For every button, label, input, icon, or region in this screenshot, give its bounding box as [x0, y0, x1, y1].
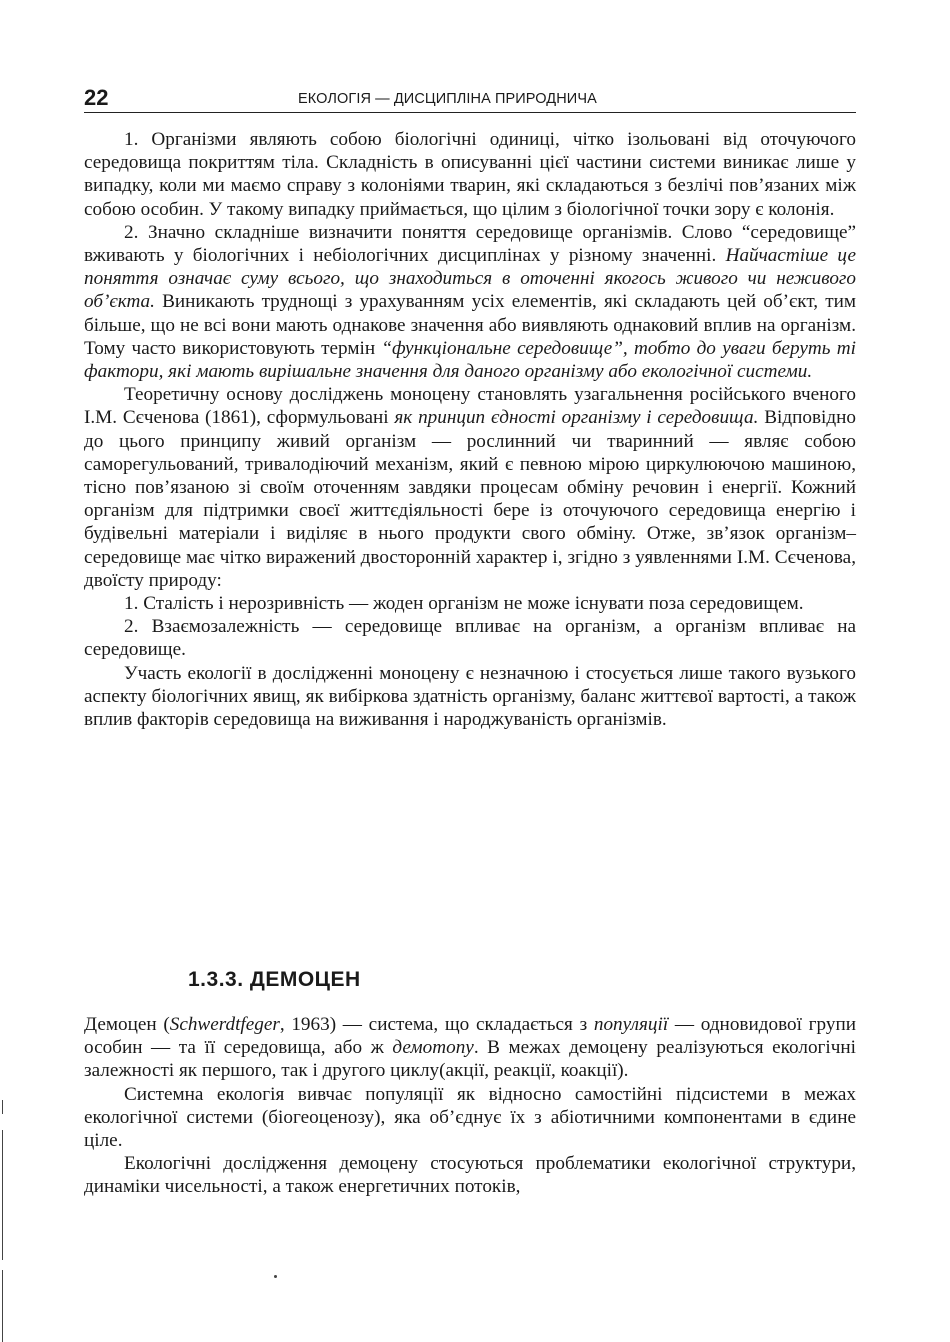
text-run: Відповідно до цього принципу живий організм — рослинний чи тваринний — являє собою саморегульований, тривалодіючий механізм, який є певною мірою циркулюючою машиною, тісно пов’язаною зі своїм оточенням завдяки процесам обміну речовин і енергії. Кожний організм для підтримки своєї життєдіяльності бере із оточуючого середовища енергію і будівельні матеріали і виділяє в нього продукти свого обміну. Отже, зв’язок організм–середовище має чітко виражений двосторонній характер і, згідно з уявленнями І.М. Сєченова, двоїсту природу: — [84, 407, 856, 591]
paragraph-ecology-role: Участь екології в дослідженні моноцену є незначною і стосується лише такого вузького аспекту біологічних явищ, як вибіркова здатність організму, баланс життєвої вартості, а також вплив факторів середовища на виживання і народжуваність організмів. — [84, 662, 856, 731]
italic-run: як принцип єдності організму і середовища. — [394, 407, 759, 429]
text-run: . В межах демоцену реалізуються екологічні залежності як першого, так і другого циклу(акції, реакції, коакції). — [84, 1037, 856, 1082]
paragraph-sechenov — [84, 383, 856, 592]
paragraph-systems-ecology: Системна екологія вивчає популяції як відносно самостійні підсистеми в межах екологічної системи (біогеоценозу), яка об’єднує їх з абіотичними компонентами в єдине ціле. — [84, 1083, 856, 1152]
paragraph-environment — [84, 221, 856, 383]
text-run: — одновидової групи особин — та її середовища, або ж — [84, 1014, 856, 1059]
body-text-top — [84, 128, 856, 731]
text-run: Демоцен ( — [84, 1014, 170, 1035]
paragraph-constancy: 1. Сталість і нерозривність — жоден організм не може існувати поза середовищем. — [124, 593, 804, 615]
text-run: , 1963) — система, що складається з — [279, 1014, 594, 1035]
running-title: ЕКОЛОГІЯ — ДИСЦИПЛІНА ПРИРОДНИЧА — [298, 91, 597, 107]
paragraph-ecological-research: Екологічні дослідження демоцену стосуються проблематики екологічної структури, динаміки чисельності, а також енергетичних потоків, — [84, 1153, 856, 1198]
page-number: 22 — [84, 85, 109, 110]
scan-margin-marks — [0, 1100, 6, 1342]
italic-run: “функціональне середовище”, тобто до уваги беруть ті фактори, які мають вирішальне значення для даного організму або екологічної системи. — [84, 337, 856, 383]
text-run: Теоретичну основу досліджень моноцену становлять узагальнення російського вченого І.М. Сєченова (1861), сформульовані — [84, 384, 856, 429]
text-run: 2. Значно складніше визначити поняття середовище організмів. Слово “середовище” вживають у біологічних і небіологічних дисциплінах у різному значенні. — [84, 221, 856, 267]
italic-run: демотопу — [392, 1037, 474, 1059]
paragraph-interdependence: 2. Взаємозалежність — середовище впливає на організм, а організм впливає на середовище. — [84, 616, 856, 661]
paragraph-organisms: 1. Організми являють собою біологічні одиниці, чітко ізольовані від оточуючого середовища покриттям тіла. Складність в описуванні цієї частини системи виникає лише у випадку, коли ми маємо справу з колоніями тварин, які складаються з безлічі пов’язаних між собою особин. У такому випадку приймається, що цілим з біологічної точки зору є колонія. — [84, 129, 856, 220]
text-run: Виникають труднощі з урахуванням усіх елементів, які складають цей об’єкт, тим більше, що не всі вони мають однакове значення або виявляють однаковий вплив на організм. Тому часто використовують термін — [84, 291, 856, 359]
paragraph-democen-definition — [84, 1013, 856, 1083]
italic-run: Schwerdtfeger — [169, 1014, 280, 1035]
page-header — [84, 86, 856, 113]
italic-run: популяції — [593, 1014, 669, 1035]
body-text-bottom — [84, 1013, 856, 1199]
section-heading: 1.3.3. ДЕМОЦЕН — [188, 968, 361, 991]
italic-run: Найчастіше це поняття означає суму всього, що знаходиться в оточенні якогось живого чи неживого об’єкта. — [84, 245, 856, 313]
scan-speck — [274, 1275, 277, 1278]
